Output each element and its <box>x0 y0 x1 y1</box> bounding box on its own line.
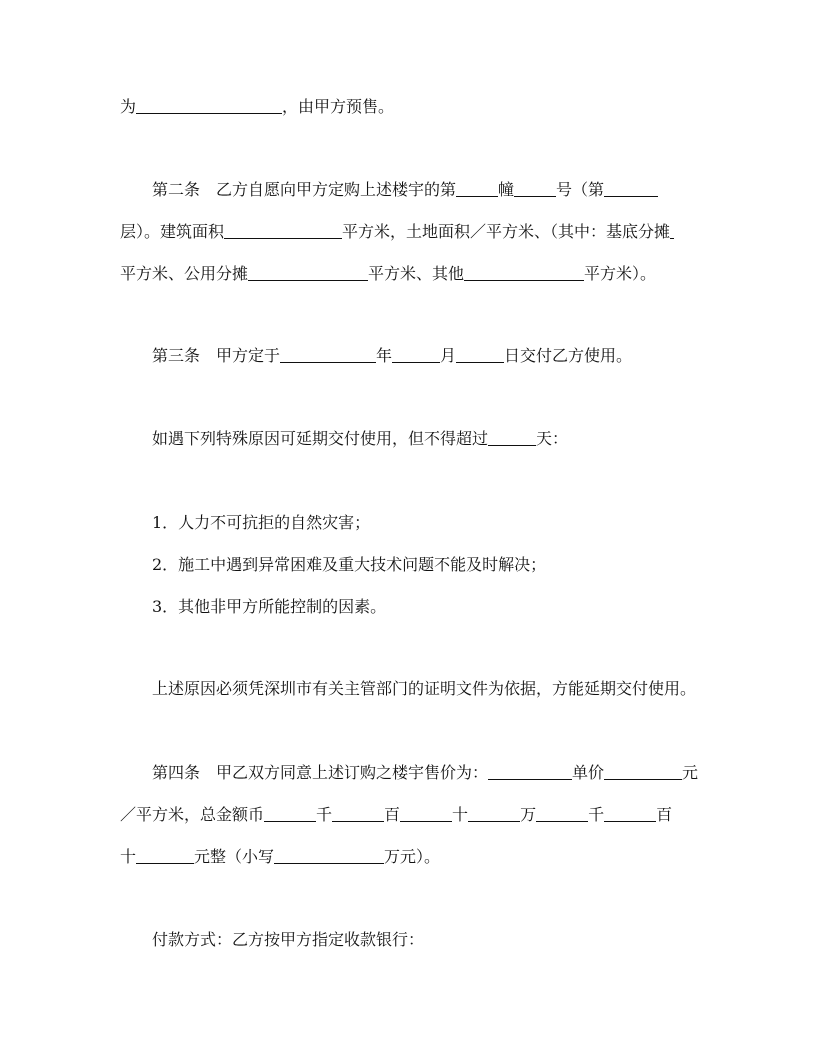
other-area-field[interactable] <box>464 264 584 281</box>
text: 幢 <box>498 180 515 199</box>
article-4-line-2 <box>120 805 672 825</box>
building-number-field[interactable] <box>456 180 498 197</box>
text: 平方米，土地面积／平方米、（其中：基底分摊 <box>342 222 671 241</box>
text: 千 <box>316 805 333 824</box>
delivery-day-field[interactable] <box>456 346 504 363</box>
text: 平方米、其他 <box>368 264 465 283</box>
floor-field[interactable] <box>604 180 658 197</box>
unit-number-field[interactable] <box>514 180 556 197</box>
text: 月 <box>440 346 457 365</box>
payment-method <box>152 930 424 950</box>
text: 如遇下列特殊原因可延期交付使用，但不得超过 <box>152 429 489 448</box>
amount-field[interactable] <box>536 805 588 822</box>
article-4-line-1 <box>152 763 698 783</box>
text: 层）。建筑面积 <box>120 222 225 241</box>
paragraph-price-source <box>120 97 394 117</box>
text: 上述原因必须凭深圳市有关主管部门的证明文件为依据，方能延期交付使用。 <box>152 679 697 698</box>
building-area-field[interactable] <box>224 222 342 239</box>
amount-field[interactable] <box>468 805 520 822</box>
delay-clause <box>152 429 568 449</box>
list-item-text: 3．其他非甲方所能控制的因素。 <box>152 597 387 616</box>
text: 第四条 甲乙双方同意上述订购之楼宇售价为： <box>152 763 489 782</box>
list-item <box>152 513 370 533</box>
amount-lowercase-field[interactable] <box>274 847 384 864</box>
article-4-line-3 <box>120 847 440 867</box>
list-item-text: 2．施工中遇到异常困难及重大技术问题不能及时解决； <box>152 555 547 574</box>
list-item-text: 1．人力不可抗拒的自然灾害； <box>152 513 371 532</box>
base-share-field[interactable] <box>670 222 674 239</box>
public-share-field[interactable] <box>248 264 368 281</box>
text: 年 <box>376 346 393 365</box>
list-item <box>152 555 546 575</box>
text: 千 <box>588 805 605 824</box>
article-3 <box>152 346 632 366</box>
text: 十 <box>120 847 137 866</box>
text: 百 <box>384 805 401 824</box>
article-2-line-1 <box>152 180 658 200</box>
list-item <box>152 597 386 617</box>
proof-paragraph <box>152 679 696 699</box>
text: 平方米、公用分摊 <box>120 264 249 283</box>
delivery-month-field[interactable] <box>392 346 440 363</box>
text: 万元）。 <box>384 847 441 866</box>
delivery-year-field[interactable] <box>280 346 376 363</box>
text: ／平方米，总金额币 <box>120 805 265 824</box>
article-2-line-2 <box>120 222 674 242</box>
text: 元整（小写 <box>194 847 275 866</box>
text: 付款方式：乙方按甲方指定收款银行： <box>152 930 425 949</box>
delay-days-field[interactable] <box>488 429 536 446</box>
amount-field[interactable] <box>136 847 194 864</box>
text: 日交付乙方使用。 <box>504 346 633 365</box>
text: 号（第 <box>556 180 605 199</box>
text: 十 <box>452 805 469 824</box>
unit-price-field[interactable] <box>604 763 682 780</box>
text: 天： <box>536 429 569 448</box>
text: 第二条 乙方自愿向甲方定购上述楼宇的第 <box>152 180 457 199</box>
text: 平方米）。 <box>584 264 657 283</box>
text: ，由甲方预售。 <box>282 97 395 116</box>
text: 第三条 甲方定于 <box>152 346 281 365</box>
amount-field[interactable] <box>400 805 452 822</box>
text: 万 <box>520 805 537 824</box>
text: 百 <box>656 805 673 824</box>
amount-field[interactable] <box>264 805 316 822</box>
article-2-line-3 <box>120 264 656 284</box>
text: 单价 <box>572 763 605 782</box>
amount-field[interactable] <box>332 805 384 822</box>
text: 元 <box>682 763 699 782</box>
blank-field[interactable] <box>136 97 282 114</box>
text: 为 <box>120 97 137 116</box>
amount-field[interactable] <box>604 805 656 822</box>
sale-price-field[interactable] <box>488 763 572 780</box>
